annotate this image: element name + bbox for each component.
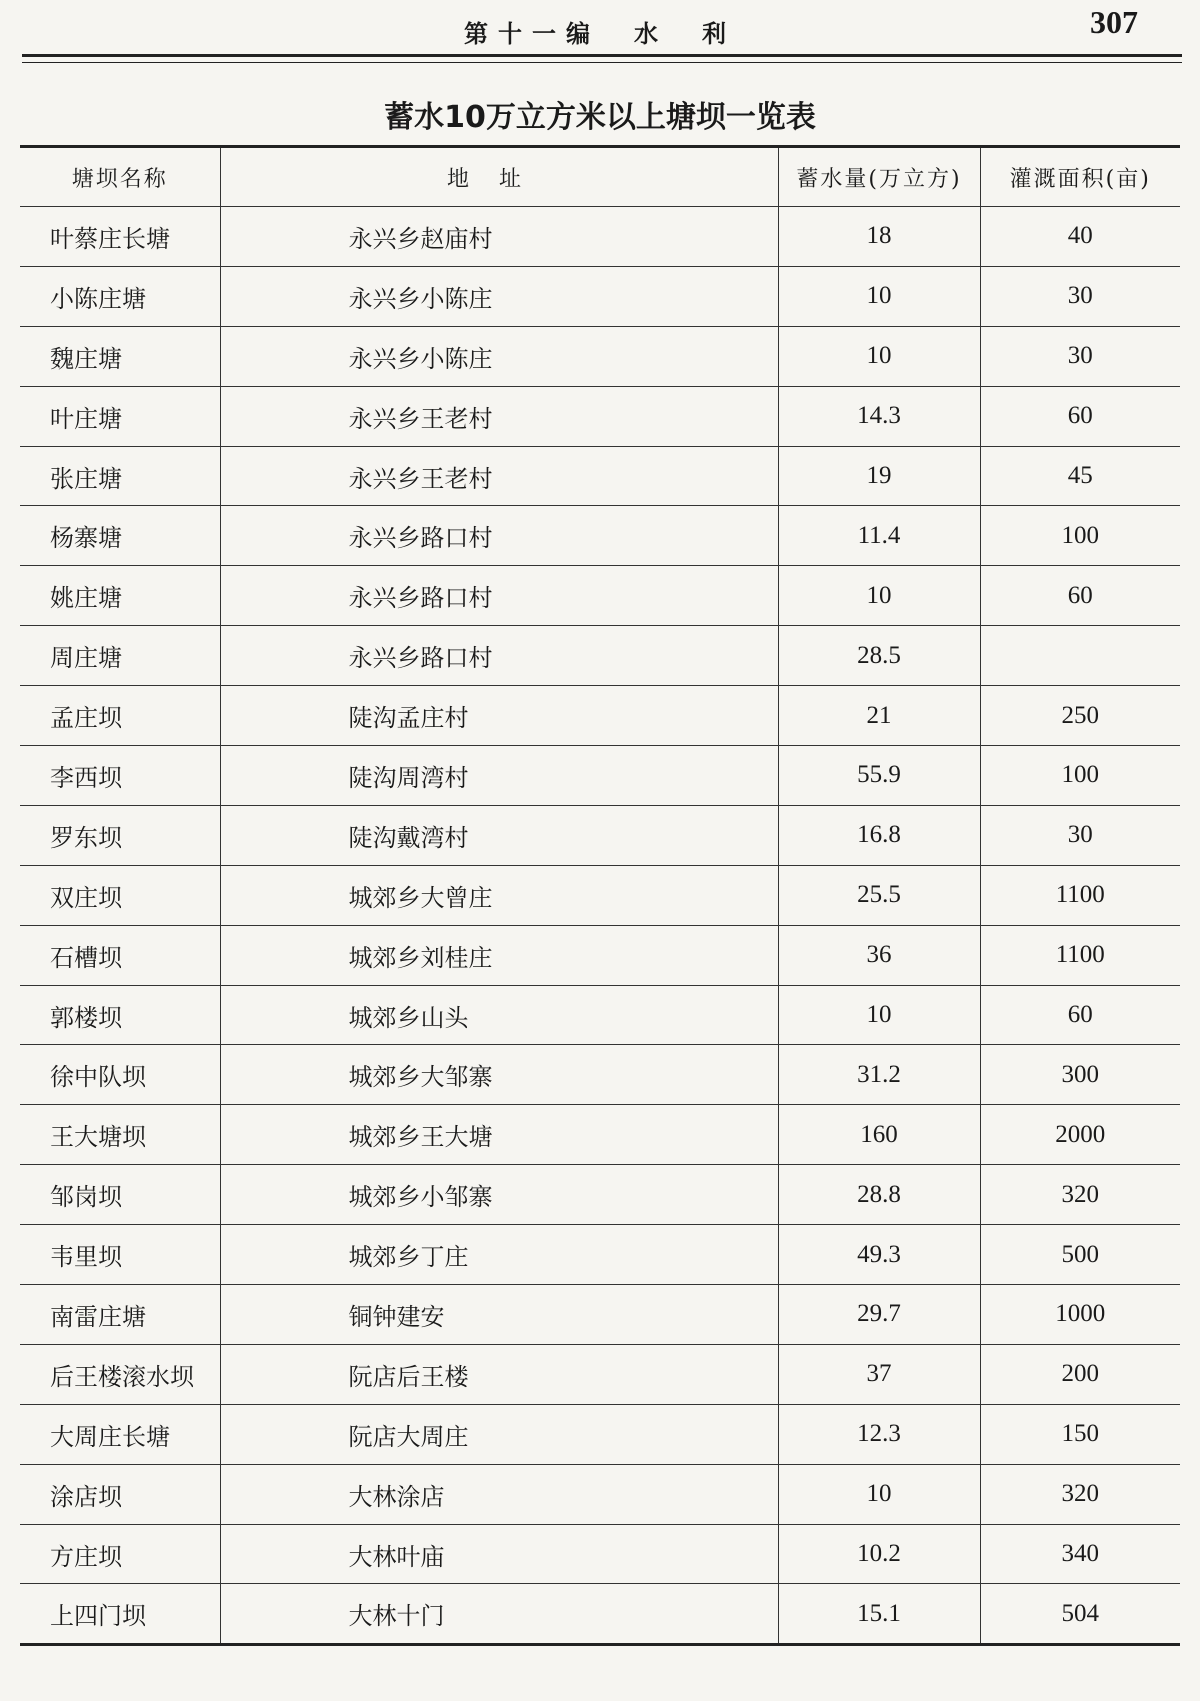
cell-storage: 11.4	[778, 506, 980, 566]
cell-name: 罗东坝	[20, 805, 220, 865]
table-row	[20, 686, 1180, 746]
cell-address: 大林叶庙	[220, 1524, 778, 1584]
cell-irrigation: 1100	[980, 865, 1180, 925]
cell-address: 陡沟周湾村	[220, 746, 778, 806]
cell-name: 叶庄塘	[20, 386, 220, 446]
cell-irrigation: 100	[980, 746, 1180, 806]
cell-name: 双庄坝	[20, 865, 220, 925]
cell-name: 李西坝	[20, 746, 220, 806]
cell-address: 城郊乡刘桂庄	[220, 925, 778, 985]
cell-address: 城郊乡山头	[220, 985, 778, 1045]
table-row	[20, 1165, 1180, 1225]
cell-irrigation: 504	[980, 1584, 1180, 1645]
cell-address: 铜钟建安	[220, 1285, 778, 1345]
table-row	[20, 1524, 1180, 1584]
table-row	[20, 626, 1180, 686]
table-body	[20, 207, 1180, 1645]
cell-address: 陡沟戴湾村	[220, 805, 778, 865]
cell-storage: 12.3	[778, 1404, 980, 1464]
cell-storage: 160	[778, 1105, 980, 1165]
table-row	[20, 985, 1180, 1045]
reservoir-table	[20, 145, 1180, 1646]
cell-name: 大周庄长塘	[20, 1404, 220, 1464]
cell-name: 孟庄坝	[20, 686, 220, 746]
table-row	[20, 1464, 1180, 1524]
table-row	[20, 865, 1180, 925]
cell-storage: 49.3	[778, 1225, 980, 1285]
cell-storage: 19	[778, 446, 980, 506]
cell-irrigation: 30	[980, 326, 1180, 386]
cell-address: 城郊乡大邹寨	[220, 1045, 778, 1105]
table-row	[20, 1584, 1180, 1645]
cell-irrigation: 200	[980, 1344, 1180, 1404]
cell-irrigation: 300	[980, 1045, 1180, 1105]
cell-storage: 28.8	[778, 1165, 980, 1225]
cell-name: 南雷庄塘	[20, 1285, 220, 1345]
table-row	[20, 925, 1180, 985]
running-head	[0, 0, 1200, 56]
cell-address: 阮店大周庄	[220, 1404, 778, 1464]
header-rule-thick	[22, 54, 1182, 57]
cell-name: 方庄坝	[20, 1524, 220, 1584]
cell-address: 永兴乡小陈庄	[220, 266, 778, 326]
cell-address: 城郊乡小邹寨	[220, 1165, 778, 1225]
cell-irrigation: 1100	[980, 925, 1180, 985]
cell-storage: 55.9	[778, 746, 980, 806]
cell-irrigation: 30	[980, 805, 1180, 865]
header-name: 塘坝名称	[20, 147, 220, 207]
cell-address: 永兴乡小陈庄	[220, 326, 778, 386]
table-row	[20, 1045, 1180, 1105]
cell-storage: 10.2	[778, 1524, 980, 1584]
cell-irrigation: 30	[980, 266, 1180, 326]
cell-storage: 10	[778, 1464, 980, 1524]
cell-address: 永兴乡王老村	[220, 386, 778, 446]
cell-irrigation: 320	[980, 1464, 1180, 1524]
cell-name: 王大塘坝	[20, 1105, 220, 1165]
cell-storage: 16.8	[778, 805, 980, 865]
table-row	[20, 1285, 1180, 1345]
cell-irrigation: 150	[980, 1404, 1180, 1464]
cell-address: 大林十门	[220, 1584, 778, 1645]
cell-address: 永兴乡路口村	[220, 566, 778, 626]
cell-address: 永兴乡赵庙村	[220, 207, 778, 267]
header-address: 地址	[220, 147, 778, 207]
header-storage: 蓄水量(万立方)	[778, 147, 980, 207]
cell-name: 上四门坝	[20, 1584, 220, 1645]
cell-storage: 10	[778, 566, 980, 626]
cell-name: 姚庄塘	[20, 566, 220, 626]
table-row	[20, 746, 1180, 806]
table-row	[20, 566, 1180, 626]
table-title: 蓄水10万立方米以上塘坝一览表	[384, 100, 816, 135]
cell-irrigation	[980, 626, 1180, 686]
table-row	[20, 1344, 1180, 1404]
cell-irrigation: 45	[980, 446, 1180, 506]
table-row	[20, 266, 1180, 326]
cell-address: 阮店后王楼	[220, 1344, 778, 1404]
cell-storage: 28.5	[778, 626, 980, 686]
cell-irrigation: 60	[980, 985, 1180, 1045]
table-row	[20, 1404, 1180, 1464]
table-row	[20, 506, 1180, 566]
cell-storage: 25.5	[778, 865, 980, 925]
page-number: 307	[1090, 4, 1138, 40]
cell-address: 城郊乡丁庄	[220, 1225, 778, 1285]
cell-storage: 29.7	[778, 1285, 980, 1345]
table-row	[20, 446, 1180, 506]
cell-irrigation: 340	[980, 1524, 1180, 1584]
cell-storage: 10	[778, 985, 980, 1045]
cell-irrigation: 1000	[980, 1285, 1180, 1345]
cell-name: 郭楼坝	[20, 985, 220, 1045]
cell-irrigation: 60	[980, 566, 1180, 626]
cell-storage: 10	[778, 266, 980, 326]
table-row	[20, 386, 1180, 446]
cell-name: 石槽坝	[20, 925, 220, 985]
table-row	[20, 1105, 1180, 1165]
cell-name: 周庄塘	[20, 626, 220, 686]
cell-irrigation: 320	[980, 1165, 1180, 1225]
cell-address: 永兴乡路口村	[220, 506, 778, 566]
cell-address: 永兴乡王老村	[220, 446, 778, 506]
table-row	[20, 326, 1180, 386]
cell-name: 邹岗坝	[20, 1165, 220, 1225]
cell-irrigation: 100	[980, 506, 1180, 566]
cell-name: 后王楼滚水坝	[20, 1344, 220, 1404]
cell-address: 城郊乡王大塘	[220, 1105, 778, 1165]
header-row	[20, 147, 1180, 207]
cell-name: 叶蔡庄长塘	[20, 207, 220, 267]
cell-storage: 36	[778, 925, 980, 985]
cell-name: 魏庄塘	[20, 326, 220, 386]
cell-storage: 15.1	[778, 1584, 980, 1645]
header-irrigation: 灌溉面积(亩)	[980, 147, 1180, 207]
cell-address: 城郊乡大曾庄	[220, 865, 778, 925]
table-row	[20, 207, 1180, 267]
cell-storage: 18	[778, 207, 980, 267]
cell-storage: 37	[778, 1344, 980, 1404]
reservoir-table-container	[20, 145, 1180, 1646]
cell-irrigation: 40	[980, 207, 1180, 267]
cell-name: 韦里坝	[20, 1225, 220, 1285]
cell-name: 涂店坝	[20, 1464, 220, 1524]
cell-storage: 14.3	[778, 386, 980, 446]
cell-name: 小陈庄塘	[20, 266, 220, 326]
cell-address: 陡沟孟庄村	[220, 686, 778, 746]
cell-irrigation: 2000	[980, 1105, 1180, 1165]
cell-name: 杨寨塘	[20, 506, 220, 566]
cell-storage: 21	[778, 686, 980, 746]
table-row	[20, 805, 1180, 865]
cell-irrigation: 500	[980, 1225, 1180, 1285]
cell-storage: 31.2	[778, 1045, 980, 1105]
cell-storage: 10	[778, 326, 980, 386]
cell-address: 永兴乡路口村	[220, 626, 778, 686]
cell-name: 张庄塘	[20, 446, 220, 506]
cell-irrigation: 250	[980, 686, 1180, 746]
section-title: 第十一编 水 利	[464, 19, 736, 48]
table-row	[20, 1225, 1180, 1285]
cell-irrigation: 60	[980, 386, 1180, 446]
cell-name: 徐中队坝	[20, 1045, 220, 1105]
header-rule-thin	[22, 62, 1182, 63]
cell-address: 大林涂店	[220, 1464, 778, 1524]
table-header	[20, 147, 1180, 207]
